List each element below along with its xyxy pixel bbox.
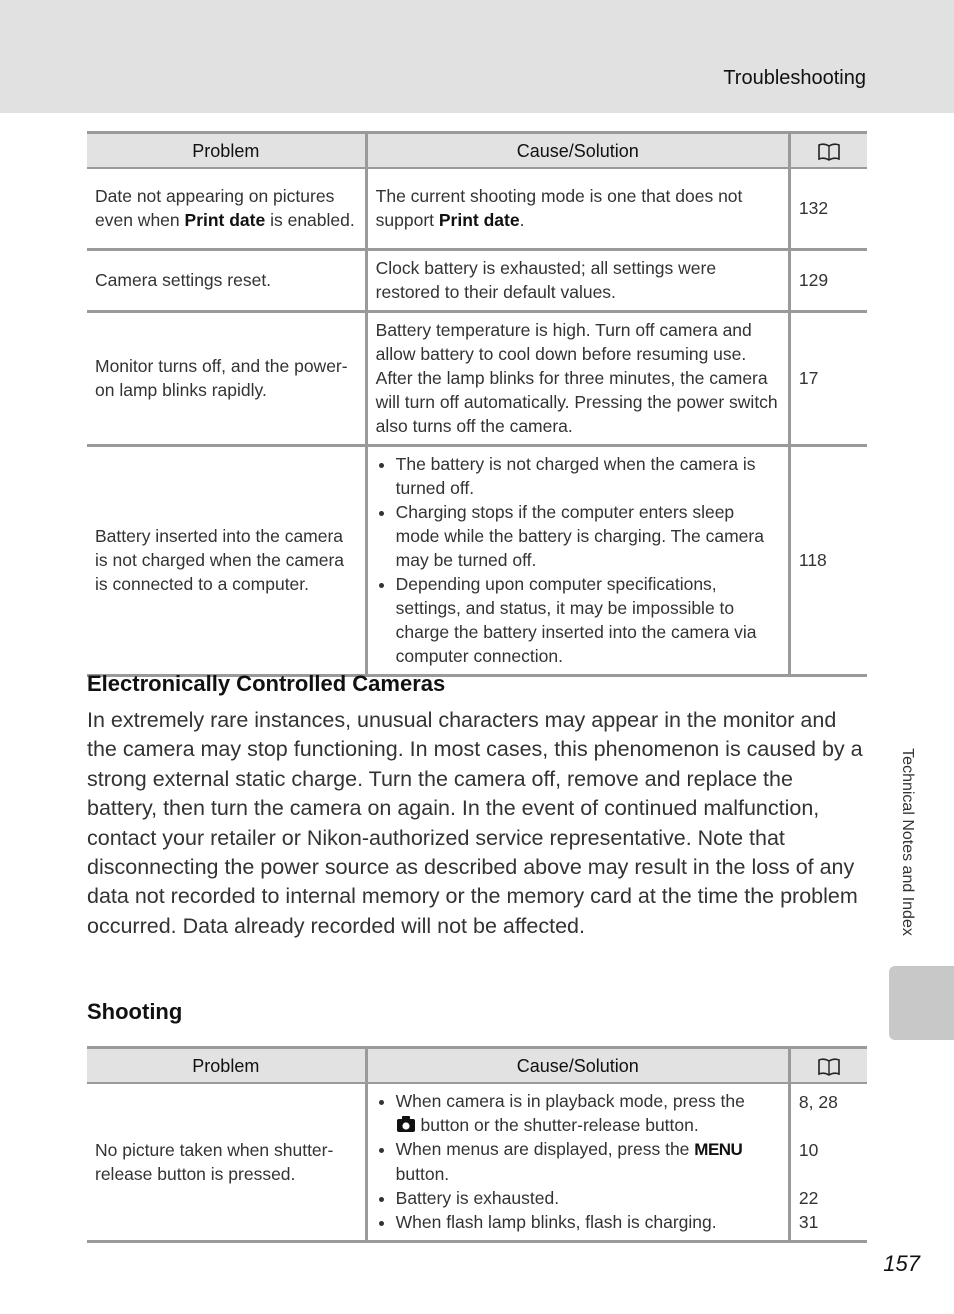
troubleshooting-table [87,131,867,677]
section-title-shooting: Shooting [87,999,183,1024]
list-item: • When camera is in playback mode, press the button or the shutter-release button. [396,1089,780,1137]
cause-cell: Clock battery is exhausted; all settings were restored to their default values. [366,249,789,311]
problem-cell: Monitor turns off, and the power-on lamp blinks rapidly. [87,311,366,445]
problem-cell: Date not appearing on pictures even when Print date is enabled. [87,168,366,249]
header-problem: Problem [87,1048,366,1084]
table-header-row [87,1048,867,1084]
list-item: • Battery is exhausted. [396,1186,780,1210]
chapter-tab [889,966,954,1040]
reference-cell: 118 [789,445,867,675]
table-row [87,1083,867,1242]
reference-cell: 8, 28 10 22 31 [789,1083,867,1242]
problem-cell: Camera settings reset. [87,249,366,311]
shooting-table [87,1046,867,1243]
table-header-row [87,133,867,169]
table-row [87,311,867,445]
cause-cell [366,445,789,675]
list-item: • When menus are displayed, press the MENU button. [396,1137,780,1186]
table-row [87,249,867,311]
reference-cell: 129 [789,249,867,311]
menu-button-glyph: MENU [694,1140,743,1159]
header-cause-solution: Cause/Solution [366,1048,789,1084]
header-reference [789,1048,867,1084]
cause-cell: Battery temperature is high. Turn off camera and allow battery to cool down before resuming use. After the lamp blinks for three minutes, the camera will turn off automatically. Pressing the power switch also turns off the camera. [366,311,789,445]
list-item: • Charging stops if the computer enters sleep mode while the battery is charging. The camera may be turned off. [396,500,780,572]
cause-bullet-list [376,1089,780,1234]
sidebar-chapter-label: Technical Notes and Index [899,748,916,936]
ecc-paragraph: In extremely rare instances, unusual characters may appear in the monitor and the camera may stop functioning. In most cases, this phenomenon is caused by a strong external static charge. Turn the camera off, remove and replace the battery, then turn the camera on again. In the event of continued malfunction, contact your retailer or Nikon-authorized service representative. Note that disconnecting the power source as described above may result in the loss of any data not recorded to internal memory or the memory card at the time the problem occurred. Data already recorded will not be affected. [87,708,863,938]
table-row [87,168,867,249]
header-problem: Problem [87,133,366,169]
reference-cell: 132 [789,168,867,249]
reference-cell: 17 [789,311,867,445]
cause-cell [366,1083,789,1242]
book-reference-icon [817,142,841,162]
header-band [0,0,954,113]
problem-cell: No picture taken when shutter-release button is pressed. [87,1083,366,1242]
list-item: • The battery is not charged when the camera is turned off. [396,452,780,500]
header-cause-solution: Cause/Solution [366,133,789,169]
table-row [87,445,867,675]
header-reference [789,133,867,169]
cause-bullet-list [376,452,780,668]
page-header-title: Troubleshooting [723,67,866,89]
page-number: 157 [883,1251,920,1276]
problem-cell: Battery inserted into the camera is not charged when the camera is connected to a computer. [87,445,366,675]
camera-mode-icon [396,1115,416,1133]
list-item: • Depending upon computer specifications, settings, and status, it may be impossible to charge the battery inserted into the camera via computer connection. [396,572,780,668]
section-title-ecc: Electronically Controlled Cameras [87,671,446,696]
book-reference-icon [817,1057,841,1077]
list-item: • When flash lamp blinks, flash is charging. [396,1210,780,1234]
cause-cell: The current shooting mode is one that does not support Print date. [366,168,789,249]
